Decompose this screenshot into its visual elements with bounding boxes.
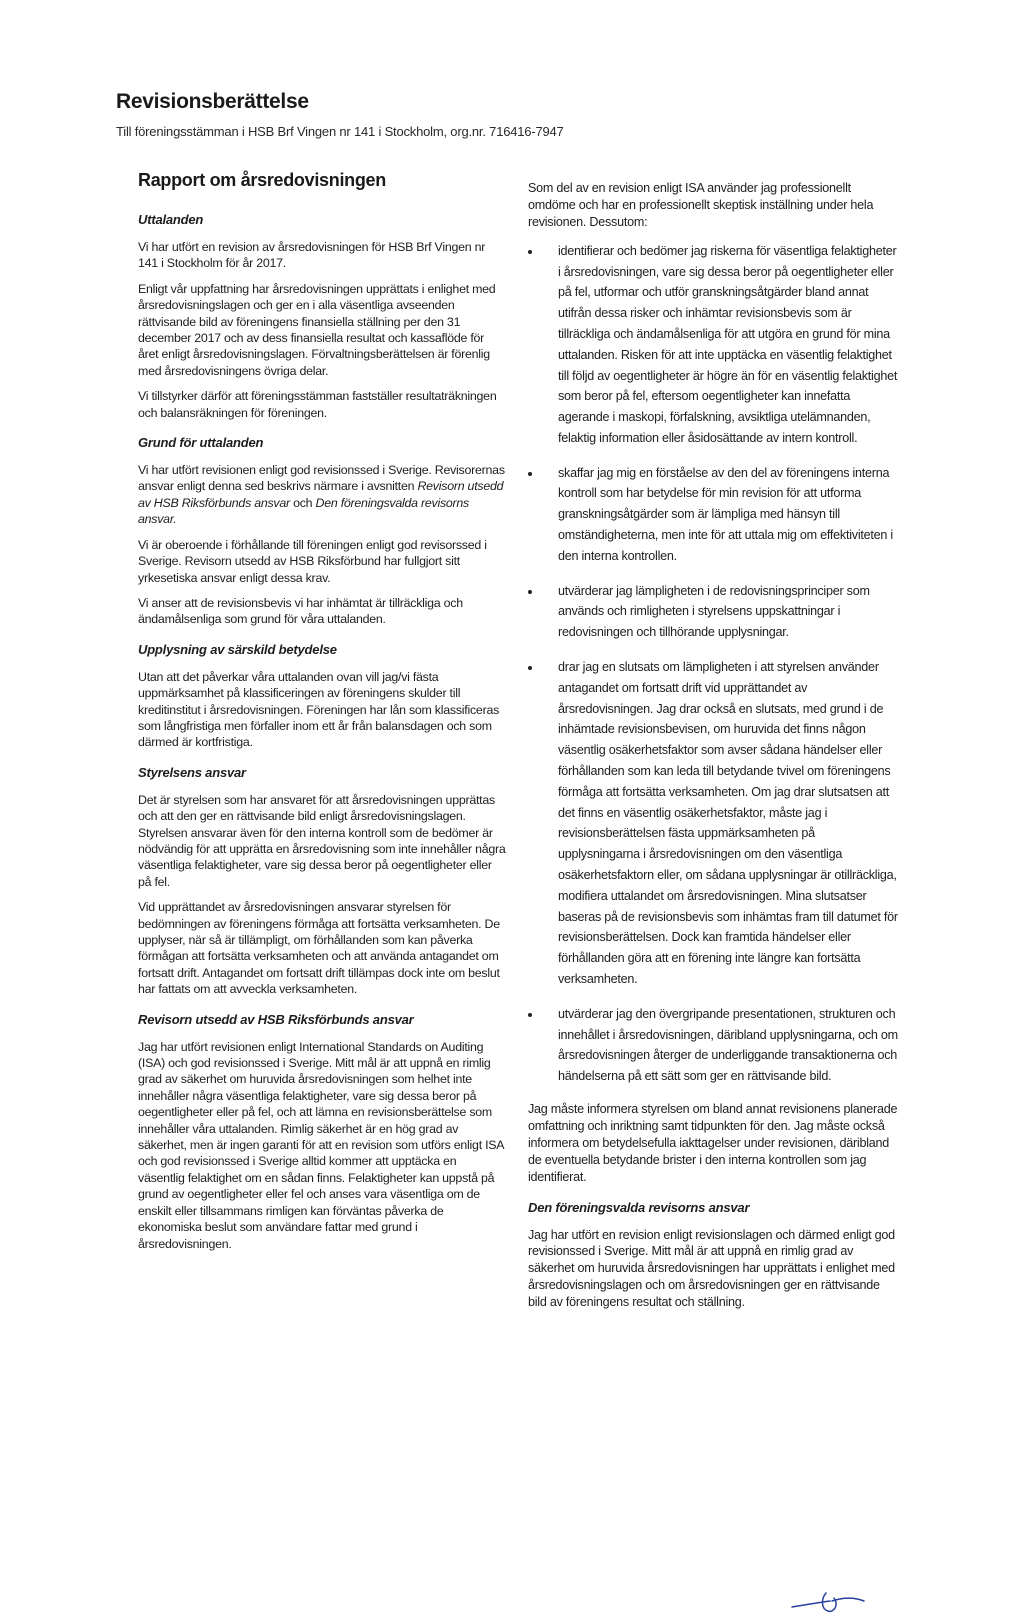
text-run: och [289, 495, 316, 510]
list-item: utvärderar jag lämpligheten i de redovisningsprinciper som används och rimligheten i styrelsens uppskattningar i redovisningen och tillhörande upplysningar. [528, 581, 898, 643]
heading-styrelsen: Styrelsens ansvar [138, 764, 246, 780]
left-column [138, 170, 506, 1261]
text-run: Vi har utfört revisionen enligt god revisionssed i Sverige. Revisorernas ansvar enligt denna sed beskrivs närmare i avsnitten [138, 463, 505, 494]
paragraph: Det är styrelsen som har ansvaret för att årsredovisningen upprättas och att den ger en rättvisande bild enligt årsredovisningslagen. Styrelsen ansvarar även för den interna kontroll som de bedömer är nödvändig för att upprätta en årsredovisning som inte innehåller några väsentliga felaktigheter, vare sig dessa beror på oegentligheter eller på fel. [138, 792, 506, 889]
paragraph: Enligt vår uppfattning har årsredovisningen upprättats i enlighet med årsredovisningslagen och ger en i alla väsentliga avseenden rättvisande bild av föreningens finansiella ställning per den 31 december 2017 och av dess finansiella resultat och kassaflöde för året enligt årsredovisningslagen. Förvaltningsberättelsen är förenlig med årsredovisningens övriga delar. [138, 281, 496, 378]
paragraph [138, 462, 506, 528]
heading-foreningsvalda: Den föreningsvalda revisorns ansvar [528, 1199, 750, 1215]
right-column [528, 180, 898, 1320]
list-item: skaffar jag mig en förståelse av den del av föreningens interna kontroll som har betydelse för min revision för att utforma granskningsåtgärder som är lämpliga med hänsyn till omständigheterna, men inte för att uttala mig om effektiviteten i den interna kontrollen. [528, 463, 898, 567]
paragraph: Vi anser att de revisionsbevis vi har inhämtat är tillräckliga och ändamålsenliga som grund för våra uttalanden. [138, 595, 463, 627]
heading-upplysning: Upplysning av särskild betydelse [138, 641, 337, 657]
paragraph: Som del av en revision enligt ISA använder jag professionellt omdöme och har en professionellt skeptisk inställning under hela revisionen. Dessutom: [528, 181, 874, 229]
signature-mark [790, 1585, 866, 1617]
signature-stroke [792, 1593, 864, 1611]
heading-grund: Grund för uttalanden [138, 435, 264, 451]
paragraph: Vi är oberoende i förhållande till föreningen enligt god revisorssed i Sverige. Revisorn utsedd av HSB Riksförbund har fullgjort sitt yrkesetiska ansvar enligt dessa krav. [138, 537, 487, 585]
paragraph: Vid upprättandet av årsredovisningen ansvarar styrelsen för bedömningen av föreningens förmåga att fortsätta verksamheten. De upplyser, när så är tillämpligt, om förhållanden som kan påverka förmågan att fortsätta verksamheten och att använda antagandet om fortsatt drift. Antagandet om fortsatt drift tillämpas dock inte om beslut har fattats om att avveckla verksamheten. [138, 900, 500, 997]
list-item: drar jag en slutsats om lämpligheten i att styrelsen använder antagandet om fortsatt drift vid upprättandet av årsredovisningen. Jag drar också en slutsats, med grund i de inhämtade revisionsbevisen, om huruvida det finns någon väsentlig osäkerhetsfaktor som avser sådana händelser eller förhållanden som kan leda till betydande tvivel om föreningens förmåga att fortsätta verksamheten. Om jag drar slutsatsen att det finns en väsentlig osäkerhetsfaktor, måste jag i revisionsberättelsen fästa uppmärksamheten på upplysningarna i årsredovisningen om den väsentliga osäkerhetsfaktorn eller, om sådana upplysningar är otillräckliga, modifiera uttalandet om årsredovisningen. Mina slutsatser baseras på de revisionsbevis som inhämtas fram till datumet för revisionsberättelsen. Dock kan framtida händelser eller förhållanden göra att en förening inte längre kan fortsätta verksamheten. [528, 657, 898, 990]
document-title: Revisionsberättelse [116, 90, 309, 113]
emphasis-text: Revisorn utsedd av HSB Riksförbunds ansvar [138, 479, 504, 510]
report-title: Rapport om årsredovisningen [138, 170, 386, 190]
paragraph: Vi tillstyrker därför att föreningsstämman fastställer resultaträkningen och balansräkningen för föreningen. [138, 389, 497, 420]
list-item: utvärderar jag den övergripande presentationen, strukturen och innehållet i årsredovisningen, däribland upplysningarna, och om årsredovisningen återger de underliggande transaktionerna och händelserna på ett sätt som ger en rättvisande bild. [528, 1004, 898, 1087]
emphasis-text: Den föreningsvalda revisorns ansvar. [138, 495, 470, 527]
paragraph: Utan att det påverkar våra uttalanden ovan vill jag/vi fästa uppmärksamhet på klassificeringen av föreningens skulder till kreditinstitut i årsredovisningen. Föreningen har lån som klassificeras som långfristiga men förfaller inom ett år från balansdagen och som därmed är kortfristiga. [138, 669, 500, 750]
paragraph: Vi har utfört en revision av årsredovisningen för HSB Brf Vingen nr 141 i Stockholm för år 2017. [138, 240, 486, 271]
list-item: identifierar och bedömer jag riskerna för väsentliga felaktigheter i årsredovisningen, vare sig dessa beror på oegentligheter eller på fel, utformar och utför granskningsåtgärder bland annat utifrån dessa risker och inhämtar revisionsbevis som är tillräckliga och ändamålsenliga för att utgöra en grund för mina uttalanden. Risken för att inte upptäcka en väsentlig felaktighet till följd av oegentligheter är högre än för en väsentlig felaktighet som beror på fel, eftersom oegentligheter kan innefatta agerande i maskopi, förfalskning, avsiktliga utelämnanden, felaktig information eller åsidosättande av intern kontroll. [528, 241, 898, 449]
bullet-list [528, 241, 898, 1087]
paragraph: Jag har utfört en revision enligt revisionslagen och därmed enligt god revisionssed i Sverige. Mitt mål är att uppnå en rimlig grad av säkerhet om huruvida årsredovisningen har upprättats i enlighet med årsredovisningslagen och om årsredovisningen ger en rättvisande bild av föreningens resultat och ställning. [528, 1227, 895, 1310]
heading-uttalanden: Uttalanden [138, 212, 204, 227]
heading-revisorn: Revisorn utsedd av HSB Riksförbunds ansvar [138, 1011, 414, 1027]
paragraph: Jag har utfört revisionen enligt International Standards on Auditing (ISA) och god revisionssed i Sverige. Mitt mål är att uppnå en rimlig grad av säkerhet om huruvida årsredovisningen som helhet inte innehåller några väsentliga felaktigheter, vare sig dessa beror på oegentligheter eller på fel, och att lämna en revisionsberättelse som innehåller våra uttalanden. Rimlig säkerhet är en hög grad av säkerhet, men är ingen garanti för att en revision som utförs enligt ISA och god revisionssed i Sverige alltid kommer att upptäcka en väsentlig felaktighet om en sådan finns. Felaktigheter kan uppstå på grund av oegentligheter eller fel och anses vara väsentliga om de enskilt eller tillsammans rimligen kan förväntas påverka de ekonomiska beslut som användare fattar med grund i årsredovisningen. [138, 1039, 504, 1251]
paragraph: Jag måste informera styrelsen om bland annat revisionens planerade omfattning och inriktning samt tidpunkten för den. Jag måste också informera om betydelsefulla iakttagelser under revisionen, däribland de eventuella betydande brister i den interna kontrollen som jag identifierat. [528, 1102, 898, 1184]
document-subtitle: Till föreningsstämman i HSB Brf Vingen nr 141 i Stockholm, org.nr. 716416-7947 [116, 124, 564, 139]
